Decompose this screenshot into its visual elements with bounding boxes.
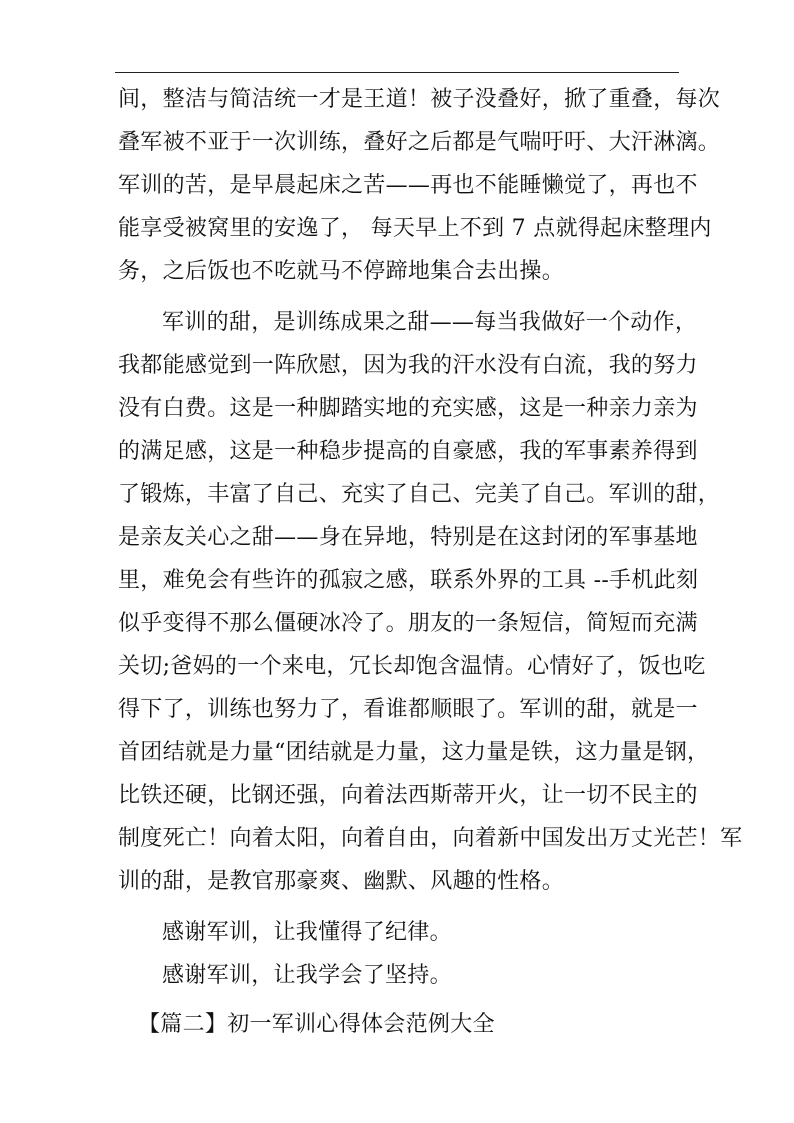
paragraph-line: 感谢军训，让我学会了坚持。 — [162, 963, 452, 988]
text-line: 得下了，训练也努力了，看谁都顺眼了。军训的甜，就是一 — [118, 697, 698, 722]
section-title: 【篇二】初一军训心得体会范例大全 — [138, 1012, 495, 1037]
text-line: 我都能感觉到一阵欣慰，因为我的汗水没有白流，我的努力 — [118, 353, 698, 378]
header-rule — [115, 72, 679, 73]
document-body — [118, 78, 743, 1046]
paragraph-line: 感谢军训，让我懂得了纪律。 — [162, 920, 452, 945]
text-line: 首团结就是力量“团结就是力量，这力量是铁，这力量是钢， — [118, 740, 710, 765]
text-line: 里，难免会有些许的孤寂之感，联系外界的工具 --手机此刻 — [118, 568, 699, 593]
text-line: 务，之后饭也不吃就马不停蹄地集合去出操。 — [118, 259, 565, 284]
text-line: 间，整洁与简洁统一才是王道！被子没叠好，掀了重叠，每次 — [118, 87, 721, 112]
text-line: 比铁还硬，比钢还强，向着法西斯蒂开火，让一切不民主的 — [118, 783, 698, 808]
text-line: 叠军被不亚于一次训练，叠好之后都是气喘吁吁、大汗淋漓。 — [118, 130, 721, 155]
text-line: 没有白费。这是一种脚踏实地的充实感，这是一种亲力亲为 — [118, 396, 698, 421]
text-line: 似乎变得不那么僵硬冰冷了。朋友的一条短信，简短而充满 — [118, 611, 698, 636]
text-line: 军训的苦，是早晨起床之苦——再也不能睡懒觉了，再也不 — [118, 173, 698, 198]
text-line: 是亲友关心之甜——身在异地，特别是在这封闭的军事基地 — [118, 525, 698, 550]
text-line: 能享受被窝里的安逸了， 每天早上不到 7 点就得起床整理内 — [118, 216, 712, 241]
text-line: 制度死亡！向着太阳，向着自由，向着新中国发出万丈光芒！军 — [118, 826, 743, 851]
text-line: 关切;爸妈的一个来电，冗长却饱含温情。心情好了，饭也吃 — [118, 654, 706, 679]
text-line: 的满足感，这是一种稳步提高的自豪感，我的军事素养得到 — [118, 439, 698, 464]
paragraph-first-line: 军训的甜，是训练成果之甜——每当我做好一个动作， — [162, 310, 698, 335]
text-line: 训的甜，是教官那豪爽、幽默、风趣的性格。 — [118, 869, 565, 894]
text-line: 了锻炼，丰富了自己、充实了自己、完美了自己。军训的甜， — [118, 482, 721, 507]
